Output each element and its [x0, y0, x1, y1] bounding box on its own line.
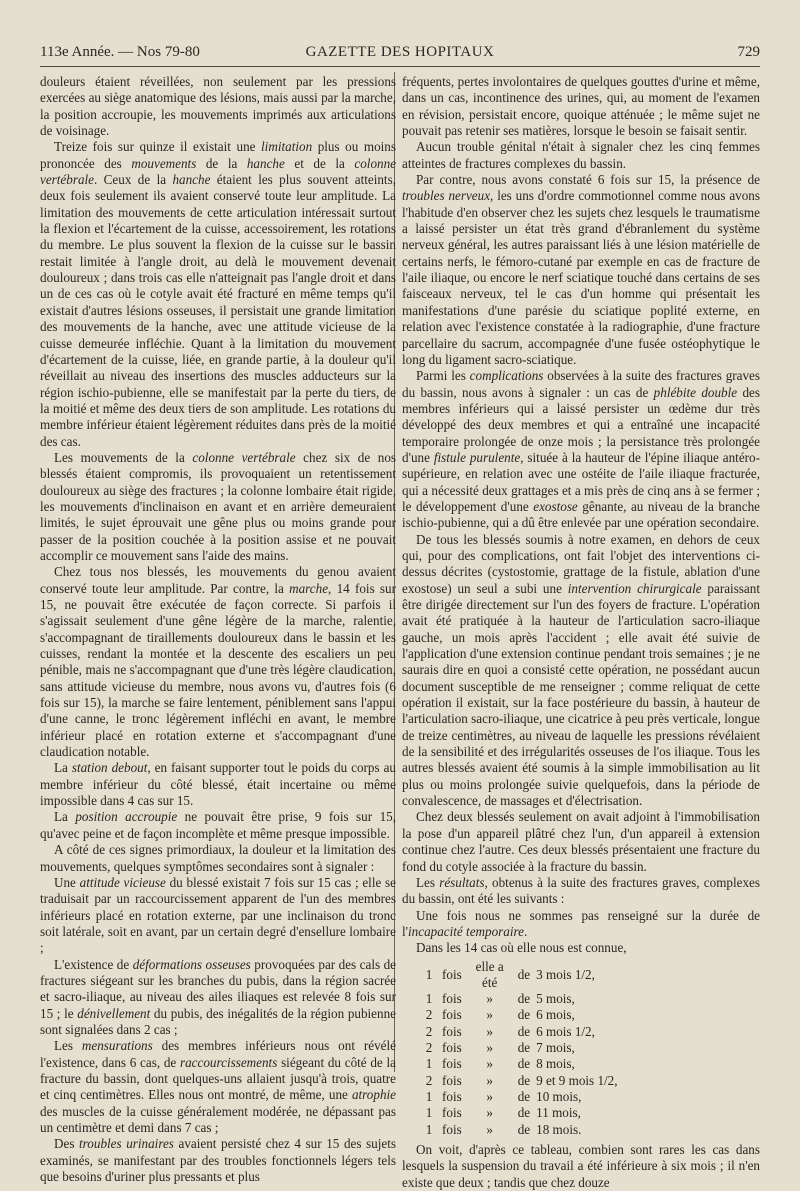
paragraph: [402, 809, 760, 874]
table-cell: de: [517, 1072, 531, 1088]
text-run: observées à la suite des fractures graves du bassin, nous avons à signaler : un cas de: [402, 368, 760, 400]
text-run: ne pouvait être prise, 9 fois sur 15, qu'avec peine et de façon incomplète et même presque impossible.: [40, 809, 396, 841]
table-cell: 2: [425, 1072, 433, 1088]
text-run: , les uns d'ordre commotionnel comme nous avons l'habitude d'en observer chez les sujets chez lesquels le traumatisme a laissé persister un état très grand d'ébranlement du système nerveux général, les autres paraissant liés à une lésion matérielle de certains nerfs, le fémoro-cutané par exemple en cas de fracture de l'aile iliaque, ou encore le nerf sciatique touché dans certains de ses faisceaux nerveux, tel le cas d'un homme qui présentait les manifestations d'une parésie du sciatique poplité externe, en relation avec l'existence constatée à la radiographie, d'une fracture parcellaire du sacrum, accompagnée d'une fusée ostéophytique le long du ligament sacro-sciatique.: [402, 188, 760, 367]
italic-term: intervention chirurgicale: [567, 580, 702, 596]
table-row: [422, 1105, 624, 1121]
table-cell: »: [486, 1040, 493, 1056]
table-cell: 11 mois,: [536, 1105, 581, 1121]
table-cell: de: [517, 1105, 531, 1121]
table-cell: fois: [442, 1072, 462, 1088]
text-run: Parmi les: [416, 368, 470, 384]
italic-term: colonne vertébrale: [192, 449, 296, 465]
text-run: De tous les blessés soumis à notre examen, en dehors de ceux qui, pour des complications, ont fait l'objet des interventions ci-dessus décrites (cystostomie, grattage de la fistule, ablation d'une exostose) un seul a subi une: [402, 531, 760, 596]
paragraph: [40, 564, 396, 760]
paragraph: [402, 532, 760, 810]
italic-term: phlébite double: [653, 384, 738, 400]
italic-term: raccourcissements: [180, 1054, 278, 1070]
table-cell: fois: [442, 991, 462, 1007]
text-run: Aucun trouble génital n'était à signaler chez les cinq femmes atteintes de fractures complexes du bassin.: [402, 139, 760, 171]
table-cell: elle a été: [475, 958, 504, 990]
text-run: et de la: [284, 155, 355, 171]
table-cell: 8 mois,: [536, 1056, 575, 1072]
text-run: , en faisant supporter tout le poids du corps au membre inférieur du côté blessé, était incertaine ou même impossible dans 4 cas sur 15.: [40, 760, 396, 809]
text-run: Une: [54, 874, 80, 890]
text-run: , située à la hauteur de l'épine iliaque antéro-supérieure, en relation avec une ostéite de l'aile iliaque fracturée, qui a nécessité deux grattages et a mis près de cinq ans à se fermer ; le développement d'une: [402, 449, 760, 514]
paragraph: [40, 74, 396, 139]
table-cell: »: [486, 1056, 493, 1072]
page-number: 729: [737, 44, 760, 60]
right-column-text: [402, 74, 760, 940]
text-run: La: [54, 809, 76, 825]
italic-term: fistule purulente: [433, 449, 521, 465]
table-cell: de: [517, 1088, 531, 1104]
table-cell: »: [486, 1023, 493, 1039]
text-run: provoquées par des cals de fractures siégeant sur les branches du pubis, dans la région sacrée et sacro-iliaque, au niveau des ailes iliaques est relevée 8 fois sur 15 ; le: [40, 956, 396, 1021]
text-run: . Ceux de la: [94, 172, 173, 188]
paragraph: [402, 1142, 760, 1191]
table-cell: de: [517, 991, 531, 1007]
table-cell: 6 mois,: [536, 1007, 575, 1023]
journal-title: GAZETTE DES HOPITAUX: [305, 44, 495, 60]
paragraph: [40, 139, 396, 450]
table-cell: 7 mois,: [536, 1040, 575, 1056]
table-cell: fois: [442, 1088, 462, 1104]
text-run: des membres inférieurs qui a laissé persister un œdème dur très développé des deux membres et qui a entraîné une incapacité temporaire prolongée de onze mois ; la persistance très prolongée d'une: [402, 384, 760, 465]
table-cell: 1: [425, 1121, 433, 1137]
table-row: [422, 1056, 624, 1072]
table-cell: fois: [442, 1105, 462, 1121]
text-run: A côté de ces signes primordiaux, la douleur et la limitation des mouvements, quelques symptômes secondaires sont à signaler :: [40, 842, 396, 874]
text-run: avaient persisté chez 4 sur 15 des sujets examinés, se manifestant par des troubles fonctionnels légers tels que besoins d'uriner plus pressants et plus: [40, 1136, 396, 1185]
table-cell: »: [486, 991, 493, 1007]
italic-term: dénivellement: [77, 1005, 151, 1021]
italic-term: position accroupie: [75, 809, 178, 825]
table-cell: »: [486, 1105, 493, 1121]
italic-term: attitude vicieuse: [79, 874, 166, 890]
table-cell: de: [517, 1023, 531, 1039]
paragraph: [402, 908, 760, 941]
table-cell: de: [517, 1040, 531, 1056]
text-run: de la: [196, 155, 247, 171]
table-cell: 18 mois.: [536, 1121, 582, 1137]
italic-term: exostose: [533, 498, 578, 514]
paragraph: [40, 957, 396, 1039]
text-run: On voit, d'après ce tableau, combien sont rares les cas dans lesquels la suspension du travail a été inférieure à six mois ; il n'en existe que deux ; tandis que chez douze: [402, 1141, 760, 1190]
table-cell: 2: [425, 1023, 433, 1039]
text-run: paraissant être dirigée directement sur l'un des foyers de fracture. L'opération avait été pratiquée à la hauteur de l'articulation sacro-iliaque gauche, un mois après l'accident ; elle avait été suivie de l'application d'une extension continue pendant trois semaines ; je ne saurais dire en quoi a consisté cette opération, ne possédant aucun document susceptible de me renseigner ; comme reliquat de cette opération il existait, sur la face postérieure du bassin, à hauteur de l'articulation sacro-iliaque, une cicatrice à peu près verticale, longue de treize centimètres, au niveau de laquelle les pressions révélaient de la sensibilité et des irrégularités osseuses de l'os iliaque. Tous les autres blessés avaient été soumis à la simple immobilisation au lit plus ou moins prolongée suivie quelquefois, dans la période de convalescence, de massages et d'électrisation.: [402, 580, 760, 809]
text-run: chez six de nos blessés étaient compromis, ils provoquaient un retentissement douloureux au siège des fractures ; la colonne lombaire était rigide, les mouvements d'inclinaison en avant et en arrière demeuraient limités, le sujet éprouvait une gêne plus ou moins grande pour passer de la position couchée à la position assise et ne pouvait accomplir ce mouvement sans l'aide des mains.: [40, 449, 397, 563]
table-cell: fois: [442, 966, 462, 982]
table-cell: fois: [442, 1056, 462, 1072]
table-cell: 10 mois,: [536, 1088, 582, 1104]
table-row: [422, 1040, 624, 1056]
paragraph: [40, 450, 396, 564]
italic-term: troubles urinaires: [79, 1136, 174, 1152]
table-cell: 1: [425, 1088, 433, 1104]
table-cell: 2: [425, 1040, 433, 1056]
table-row: [422, 1073, 624, 1089]
text-run: Chez tous nos blessés, les mouvements du genou avaient conservé toute leur amplitude. Par contre, la: [40, 564, 396, 596]
table-cell: fois: [442, 1121, 462, 1137]
italic-term: incapacité temporaire: [408, 923, 524, 939]
table-cell: 2: [425, 1007, 433, 1023]
page-header: [40, 40, 760, 62]
text-run: Les: [416, 874, 440, 890]
table-cell: fois: [442, 1007, 462, 1023]
right-column-conclusion: [402, 1142, 760, 1191]
table-cell: de: [517, 1121, 531, 1137]
table-cell: fois: [442, 1023, 462, 1039]
table-cell: »: [486, 1072, 493, 1088]
italic-term: résultats: [439, 874, 485, 890]
table-cell: fois: [442, 1040, 462, 1056]
table-row: [422, 1122, 624, 1138]
italic-term: limitation: [261, 139, 313, 155]
text-run: , obtenus à la suite des fractures graves, complexes du bassin, ont été les suivants :: [402, 874, 760, 907]
italic-term: troubles nerveux: [402, 188, 491, 204]
table-row: [422, 959, 624, 992]
stats-intro: Dans les 14 cas où elle nous est connue,: [416, 940, 627, 956]
text-run: du pubis, des inégalités de la région pubienne sont signalées dans 2 cas ;: [40, 1005, 396, 1037]
table-cell: de: [517, 1056, 531, 1072]
italic-term: colonne vertébrale: [40, 155, 397, 188]
right-column: [402, 74, 760, 1191]
text-run: des membres inférieurs nous ont révélé l'existence, dans 6 cas, de: [40, 1038, 396, 1070]
left-column: [40, 74, 396, 1185]
italic-term: hanche: [246, 155, 285, 171]
italic-term: mensurations: [81, 1038, 153, 1054]
paragraph: [40, 1038, 396, 1136]
text-run: gênante, au niveau de la branche ischio-pubienne, qui a dû être enlevée par une opération secondaire.: [402, 498, 760, 531]
italic-term: complications: [469, 368, 544, 384]
text-run: siégeant du côté de la fracture du bassin, dont quelques-uns allaient jusqu'à trois, quatre et cinq centimètres. Elles nous ont montré, de même, une: [40, 1054, 396, 1103]
incapacity-duration-table: [422, 959, 624, 1138]
table-cell: de: [517, 1007, 531, 1023]
paragraph: [40, 1136, 396, 1185]
paragraph: [402, 74, 760, 139]
table-cell: 1: [425, 1056, 433, 1072]
table-cell: 9 et 9 mois 1/2,: [536, 1072, 618, 1088]
paragraph: [402, 139, 760, 172]
header-rule: [40, 66, 760, 67]
italic-term: déformations osseuses: [132, 956, 251, 972]
paragraph: [402, 368, 760, 531]
table-cell: »: [486, 1088, 493, 1104]
text-run: Des: [54, 1136, 80, 1152]
text-run: La: [54, 760, 72, 776]
italic-term: hanche: [172, 172, 211, 188]
italic-term: station debout: [71, 760, 148, 776]
italic-term: marche: [289, 580, 329, 596]
text-run: des muscles de la cuisse généralement modérée, ne dépassant pas un centimètre et demi dans 7 cas ;: [40, 1103, 396, 1135]
italic-term: atrophie: [351, 1087, 396, 1103]
text-run: du blessé existait 7 fois sur 15 cas ; elle se traduisait par un raccourcissement apparent de l'un des membres inférieurs placé en rotation externe, par une inclinaison du tronc soit latérale, soit en avant, par un certain degré d'ensellure lombaire ;: [40, 874, 396, 956]
text-run: Chez deux blessés seulement on avait adjoint à l'immobilisation la pose d'un appareil plâtré chez l'un, d'un appareil à extension continue chez l'autre. Ces deux blessés présentaient une fracture du fond du cotyle associée à la fracture du bassin.: [402, 809, 760, 874]
paragraph: [40, 760, 396, 809]
table-cell: 1: [425, 991, 433, 1007]
italic-term: mouvements: [131, 155, 197, 171]
text-run: douleurs étaient réveillées, non seulement par les pressions exercées au siège anatomique des lésions, mais aussi par la marche, la position accroupie, les mouvements imprimés aux articulations de voisinage.: [40, 74, 396, 139]
table-cell: 1: [425, 966, 433, 982]
paragraph: [402, 875, 760, 908]
text-run: Par contre, nous avons constaté 6 fois sur 15, la présence de: [416, 172, 760, 188]
text-run: fréquents, pertes involontaires de quelques gouttes d'urine et même, dans un cas, incontinence des urines, qui, au moment de l'examen en révision, persistait encore, quoique atténuée ; le même sujet ne pouvait pas retenir ses matières, lorsque le besoin se faisait sentir.: [402, 74, 760, 139]
table-cell: 6 mois 1/2,: [536, 1023, 595, 1039]
table-cell: 3 mois 1/2,: [536, 966, 595, 982]
text-run: , 14 fois sur 15, ne pouvait être exécutée de façon correcte. Si parfois il s'agissait seulement d'une gêne légère de la marche, ralentie, s'accompagnant de tiraillements douloureux dans le bassin et les cuisses, rendant la montée et la descente des escaliers un peu pénible, mais ne s'accompagnant que d'une très légère claudication, sans attitude vicieuse du membre, nous avons vu, d'autres fois (6 fois sur 15), la marche se faire lentement, péniblement sans l'appui d'une canne, le tronc légèrement infléchi en avant, le membre inférieur placé en rotation externe et s'accompagnant d'une claudication notable.: [40, 580, 396, 760]
table-row: [422, 1089, 624, 1105]
text-run: étaient les plus souvent atteints, deux fois seulement ils avaient conservé toute leur amplitude. La limitation des mouvements de cette articulation intéressait surtout la flexion et l'écartement de la cuisse, accessoirement, les rotations du membre. Le plus souvent la flexion de la cuisse sur le bassin restait limitée à l'angle droit, au delà le mouvement devenait douloureux ; dans trois cas elle n'atteignait pas l'angle droit et dans un de ces cas où le cotyle avait été fracturé en même temps qu'il existait d'autres lésions osseuses, il persistait une grande limitation des mouvements de la hanche, avec une attitude vicieuse de la cuisse demeurée infléchie. Quant à la limitation du mouvement d'écartement de la cuisse, liée, en grande partie, à la douleur qu'il réveillait au niveau des insertions des muscles adducteurs sur la région ischio-pubienne, elle se manifestait par la perte du tiers, de la moitié et même des deux tiers de son amplitude. Les rotations du membre inférieur étaient légèrement réduites dans près de la moitié des cas.: [40, 172, 396, 449]
paragraph: [402, 172, 760, 368]
table-cell: »: [486, 1007, 493, 1023]
text-run: Une fois nous ne sommes pas renseigné sur la durée de l': [402, 907, 760, 939]
table-cell: 1: [425, 1105, 433, 1121]
paragraph: [40, 875, 396, 957]
text-run: Les: [54, 1038, 82, 1054]
paragraph: [40, 809, 396, 842]
text-run: L'existence de: [54, 956, 133, 972]
text-run: .: [523, 923, 528, 939]
table-row: [422, 1007, 624, 1023]
text-run: Treize fois sur quinze il existait une: [54, 139, 262, 155]
table-row: [422, 1024, 624, 1040]
text-run: plus ou moins prononcée des: [40, 139, 396, 171]
table-cell: »: [486, 1121, 493, 1137]
issue-number: 113e Année. — Nos 79-80: [40, 44, 200, 60]
table-cell: 5 mois,: [536, 991, 575, 1007]
table-cell: de: [517, 966, 531, 982]
table-row: [422, 991, 624, 1007]
text-run: Les mouvements de la: [54, 449, 193, 465]
paragraph: [40, 842, 396, 875]
